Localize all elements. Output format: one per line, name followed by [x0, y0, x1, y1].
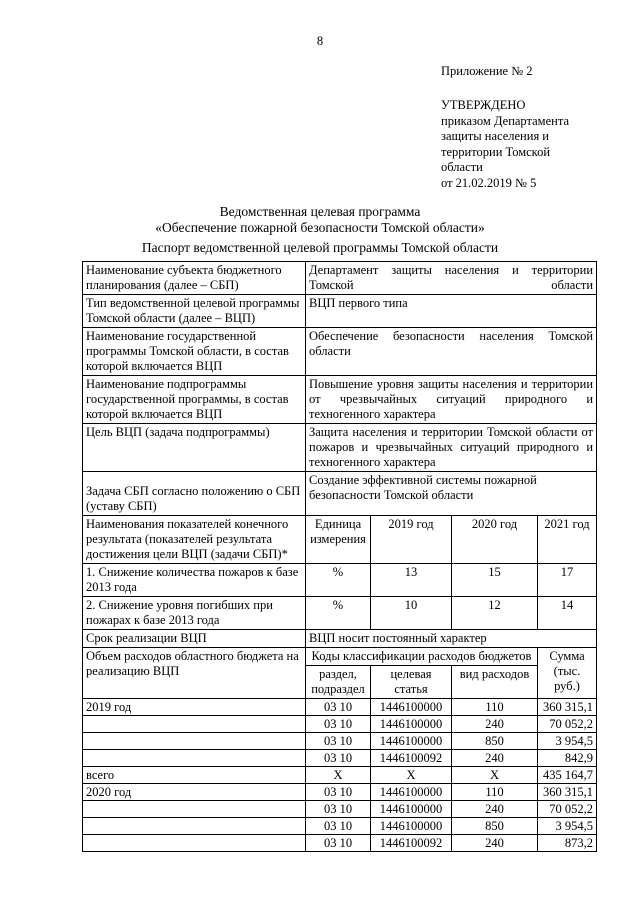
- expense-article: 1446100000: [371, 733, 452, 750]
- row-value: Департамент защиты населения и территории Томской области: [306, 262, 597, 295]
- expense-kind: 850: [452, 733, 538, 750]
- expense-sum: 70 052,2: [538, 801, 597, 818]
- table-row: [83, 328, 597, 376]
- indicator-unit: %: [306, 564, 371, 597]
- unit-header: Единица измерения: [306, 516, 371, 564]
- program-title-line1: Ведомственная целевая программа: [219, 204, 421, 219]
- page-number: 8: [316, 34, 324, 48]
- expense-article: 1446100000: [371, 716, 452, 733]
- expense-sum: 70 052,2: [538, 716, 597, 733]
- expense-section: 03 10: [306, 733, 371, 750]
- table-row: [83, 262, 597, 295]
- year-header: 2021 год: [538, 516, 597, 564]
- expense-sum: 360 315,1: [538, 699, 597, 716]
- row-value: ВЦП носит постоянный характер: [306, 630, 597, 648]
- expenses-body: [83, 699, 597, 852]
- row-label: Цель ВЦП (задача подпрограммы): [83, 424, 306, 472]
- expense-sum: 842,9: [538, 750, 597, 767]
- expense-kind: 850: [452, 818, 538, 835]
- year-header: 2020 год: [452, 516, 538, 564]
- row-label: Наименование субъекта бюджетного планирования (далее – СБП): [83, 262, 306, 295]
- approval-line: от 21.02.2019 № 5: [441, 175, 537, 190]
- program-title: [0, 204, 640, 236]
- indicator-name: 1. Снижение количества пожаров к базе 2013 года: [83, 564, 306, 597]
- expense-row: [83, 818, 597, 835]
- indicator-name: 2. Снижение уровня погибших при пожарах к базе 2013 года: [83, 597, 306, 630]
- expense-row: [83, 767, 597, 784]
- indicator-value: 13: [371, 564, 452, 597]
- expense-label: [83, 801, 306, 818]
- expense-article: 1446100000: [371, 784, 452, 801]
- expense-label: 2020 год: [83, 784, 306, 801]
- expense-article: 1446100092: [371, 750, 452, 767]
- row-label: Срок реализации ВЦП: [83, 630, 306, 648]
- indicator-unit: %: [306, 597, 371, 630]
- row-label: Наименование государственной программы Томской области, в состав которой включается ВЦП: [83, 328, 306, 376]
- approval-line: защиты населения и: [441, 129, 550, 143]
- expense-section: Х: [306, 767, 371, 784]
- row-label: Тип ведомственной целевой программы Томской области (далее – ВЦП): [83, 295, 306, 328]
- row-label: Наименование подпрограммы государственной программы, в состав которой включается ВЦП: [83, 376, 306, 424]
- expense-row: [83, 699, 597, 716]
- expense-kind: 110: [452, 699, 538, 716]
- indicator-row: [83, 564, 597, 597]
- approval-line: приказом Департамента: [441, 113, 569, 128]
- expense-row: [83, 750, 597, 767]
- expense-label: всего: [83, 767, 306, 784]
- approval-block: [441, 98, 569, 191]
- row-value: ВЦП первого типа: [306, 295, 597, 328]
- expenses-header-row: [83, 648, 597, 666]
- expense-sum: 873,2: [538, 835, 597, 852]
- indicators-label: Наименования показателей конечного результата (показателей результата достижения цели ВЦП (задачи СБП)*: [83, 516, 306, 564]
- expense-section: 03 10: [306, 784, 371, 801]
- expense-section: 03 10: [306, 818, 371, 835]
- expense-label: [83, 750, 306, 767]
- expense-article: 1446100092: [371, 835, 452, 852]
- expense-article: Х: [371, 767, 452, 784]
- expenses-label: Объем расходов областного бюджета на реализацию ВЦП: [83, 648, 306, 699]
- expense-section: 03 10: [306, 801, 371, 818]
- table-row: [83, 376, 597, 424]
- expense-row: [83, 733, 597, 750]
- expense-kind: 240: [452, 801, 538, 818]
- section-header: раздел, подраздел: [306, 666, 371, 699]
- expense-sum: 3 954,5: [538, 733, 597, 750]
- expense-label: 2019 год: [83, 699, 306, 716]
- expense-label: [83, 835, 306, 852]
- expense-article: 1446100000: [371, 818, 452, 835]
- expense-row: [83, 716, 597, 733]
- row-label: Задача СБП согласно положению о СБП (уставу СБП): [83, 472, 306, 516]
- expense-kind: 110: [452, 784, 538, 801]
- expense-section: 03 10: [306, 699, 371, 716]
- expense-row: [83, 784, 597, 801]
- expense-article: 1446100000: [371, 699, 452, 716]
- codes-header: Коды классификации расходов бюджетов: [306, 648, 538, 666]
- table-row: [83, 424, 597, 472]
- indicator-row: [83, 597, 597, 630]
- indicator-value: 17: [538, 564, 597, 597]
- approval-line: области: [441, 160, 483, 174]
- expense-article: 1446100000: [371, 801, 452, 818]
- table-row: [83, 295, 597, 328]
- expense-label: [83, 733, 306, 750]
- table-row: [83, 472, 597, 516]
- row-value: Обеспечение безопасности населения Томской области: [306, 328, 597, 376]
- expense-section: 03 10: [306, 716, 371, 733]
- indicators-header-row: [83, 516, 597, 564]
- expense-sum: 360 315,1: [538, 784, 597, 801]
- expense-section: 03 10: [306, 835, 371, 852]
- table-row: [83, 630, 597, 648]
- indicator-value: 15: [452, 564, 538, 597]
- expense-kind: 240: [452, 716, 538, 733]
- expense-kind: 240: [452, 835, 538, 852]
- indicator-value: 10: [371, 597, 452, 630]
- row-value: Повышение уровня защиты населения и территории от чрезвычайных ситуаций природного и техногенного характера: [306, 376, 597, 424]
- expense-row: [83, 801, 597, 818]
- appendix-label: [441, 64, 533, 80]
- expense-sum: 435 164,7: [538, 767, 597, 784]
- expense-label: [83, 716, 306, 733]
- row-value: Создание эффективной системы пожарной безопасности Томской области: [306, 472, 597, 516]
- approval-line: УТВЕРЖДЕНО: [441, 98, 526, 112]
- kind-header: вид расходов: [452, 666, 538, 699]
- approval-line: территории Томской: [441, 144, 551, 159]
- sum-header: Сумма (тыс. руб.): [538, 648, 597, 699]
- year-header: 2019 год: [371, 516, 452, 564]
- expense-label: [83, 818, 306, 835]
- passport-title: Паспорт ведомственной целевой программы Томской области: [141, 240, 499, 255]
- expense-kind: Х: [452, 767, 538, 784]
- expense-section: 03 10: [306, 750, 371, 767]
- passport-table: [82, 261, 597, 852]
- expense-sum: 3 954,5: [538, 818, 597, 835]
- expense-row: [83, 835, 597, 852]
- appendix-text: Приложение № 2: [441, 64, 533, 78]
- expense-kind: 240: [452, 750, 538, 767]
- program-title-line2: «Обеспечение пожарной безопасности Томской области»: [155, 220, 485, 235]
- indicator-value: 14: [538, 597, 597, 630]
- row-value: Защита населения и территории Томской области от пожаров и чрезвычайных ситуаций природного и техногенного характера: [306, 424, 597, 472]
- article-header: целевая статья: [371, 666, 452, 699]
- indicator-value: 12: [452, 597, 538, 630]
